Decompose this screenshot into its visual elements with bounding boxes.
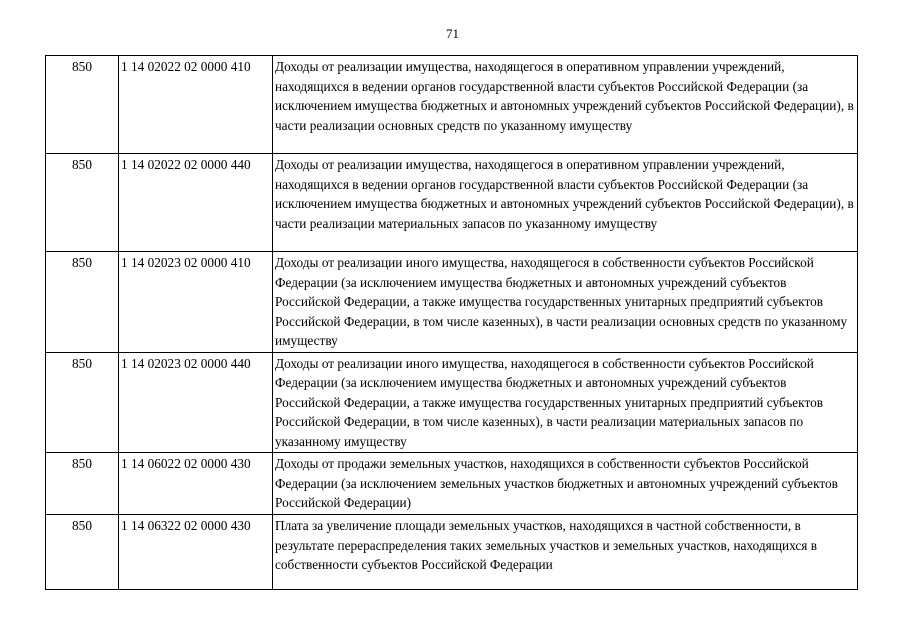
description-cell: Доходы от реализации имущества, находящегося в оперативном управлении учреждений, находящихся в ведении органов государственной власти субъектов Российской Федерации (за исключением имущества бюджетных и автономных учреждений субъектов Российской Федерации), в части реализации основных средств по указанному имуществу — [273, 56, 858, 154]
table-body — [46, 56, 858, 590]
table-row — [46, 352, 858, 453]
table-row — [46, 56, 858, 154]
description-cell: Доходы от реализации иного имущества, находящегося в собственности субъектов Российской Федерации (за исключением имущества бюджетных и автономных учреждений субъектов Российской Федерации, а также имущества государственных унитарных предприятий субъектов Российской Федерации, в том числе казенных), в части реализации основных средств по указанному имуществу — [273, 252, 858, 353]
budget-code-cell: 1 14 06022 02 0000 430 — [119, 453, 273, 515]
description-cell: Доходы от продажи земельных участков, находящихся в собственности субъектов Российской Федерации (за исключением земельных участков бюджетных и автономных учреждений субъектов Российской Федерации) — [273, 453, 858, 515]
budget-code-cell: 1 14 02023 02 0000 410 — [119, 252, 273, 353]
description-cell: Доходы от реализации иного имущества, находящегося в собственности субъектов Российской Федерации (за исключением имущества бюджетных и автономных учреждений субъектов Российской Федерации, а также имущества государственных унитарных предприятий субъектов Российской Федерации, в том числе казенных), в части реализации материальных запасов по указанному имуществу — [273, 352, 858, 453]
admin-code-cell: 850 — [46, 154, 119, 252]
admin-code-cell: 850 — [46, 252, 119, 353]
budget-code-cell: 1 14 06322 02 0000 430 — [119, 515, 273, 590]
budget-code-cell: 1 14 02023 02 0000 440 — [119, 352, 273, 453]
description-cell: Плата за увеличение площади земельных участков, находящихся в частной собственности, в результате перераспределения таких земельных участков и земельных участков, находящихся в собственности субъектов Российской Федерации — [273, 515, 858, 590]
admin-code-cell: 850 — [46, 56, 119, 154]
table-row — [46, 515, 858, 590]
admin-code-cell: 850 — [46, 453, 119, 515]
table-row — [46, 154, 858, 252]
table-row — [46, 453, 858, 515]
admin-code-cell: 850 — [46, 352, 119, 453]
budget-code-cell: 1 14 02022 02 0000 410 — [119, 56, 273, 154]
revenue-codes-table — [45, 55, 858, 590]
description-cell: Доходы от реализации имущества, находящегося в оперативном управлении учреждений, находящихся в ведении органов государственной власти субъектов Российской Федерации (за исключением имущества бюджетных и автономных учреждений субъектов Российской Федерации), в части реализации материальных запасов по указанному имуществу — [273, 154, 858, 252]
table-row — [46, 252, 858, 353]
budget-code-cell: 1 14 02022 02 0000 440 — [119, 154, 273, 252]
page-number: 71 — [446, 26, 459, 41]
admin-code-cell: 850 — [46, 515, 119, 590]
